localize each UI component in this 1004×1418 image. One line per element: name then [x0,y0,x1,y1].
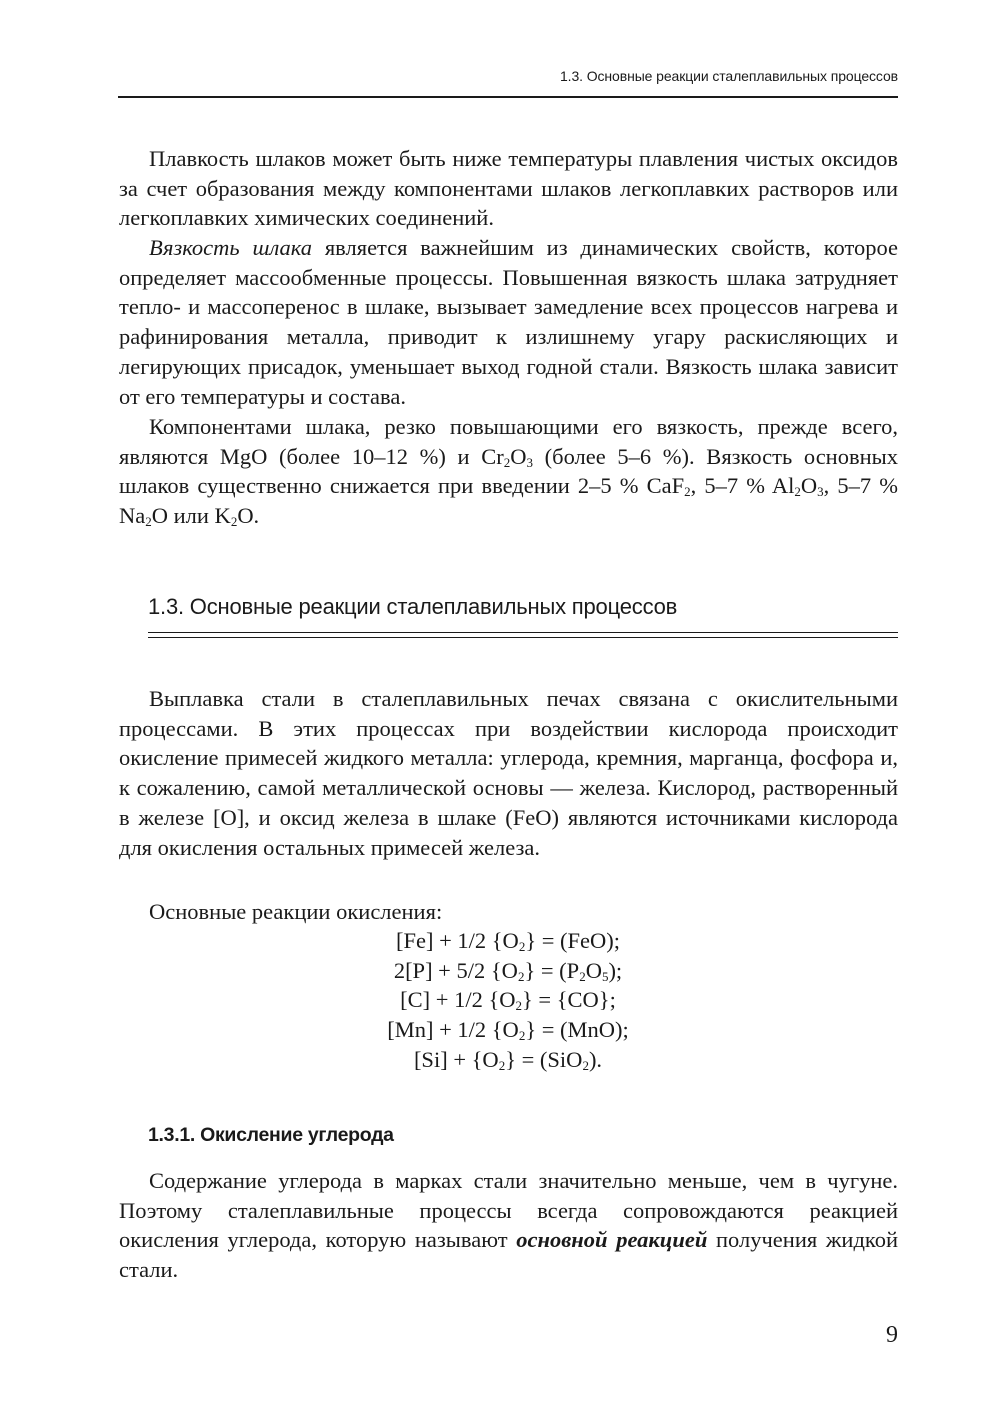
paragraph-viscosity-components [119,412,898,531]
equation-mn [300,1015,716,1045]
equation-text: } = (MnO); [525,1017,629,1043]
subscript: 2 [582,1057,589,1073]
subscript: 2 [518,1028,526,1044]
section-rule-upper [148,632,898,633]
subsection-heading: 1.3.1. Окисление углерода [148,1124,394,1146]
subscript: 2 [145,514,152,530]
equation-p [300,956,716,986]
subscript: 2 [230,514,238,530]
equation-si [300,1045,716,1075]
paragraph-carbon-oxidation [119,1166,898,1285]
subscript: 3 [817,484,824,500]
paragraph-slag-viscosity [119,233,898,411]
equation-text: ). [588,1046,603,1072]
subscript: 2 [684,484,691,500]
text-run: O [510,443,527,469]
equation-text: [Mn] + 1/2 {O [387,1017,519,1043]
equation-c [300,985,716,1015]
running-header: 1.3. Основные реакции сталеплавильных процессов [559,68,898,84]
equation-text: } = (FeO); [525,928,621,953]
equation-text: } = (P [524,957,580,983]
subscript: 3 [526,454,533,470]
equation-text: O [585,957,602,983]
subscript: 5 [601,968,609,984]
equation-text: } = (SiO [505,1046,583,1072]
section-rule-lower [148,637,898,638]
section-heading: 1.3. Основные реакции сталеплавильных процессов [148,594,678,619]
equation-block [300,926,716,1075]
subscript: 2 [794,484,801,500]
emphasis-main-reaction: основной реакцией [516,1227,708,1253]
equation-text: [Si] + {O [413,1046,499,1072]
subscript: 2 [503,454,511,470]
equation-text: 2[P] + 5/2 {O [393,957,518,983]
term-slag-viscosity: Вязкость шлака [149,235,312,260]
paragraph-text: является важнейшим из динамических свойств, которое определяет массообменные процессы. Повышенная вязкость шлака затрудняет тепло- и массоперенос в шлаке, вызывает замедление всех процессов нагрева и рафинирования металла, приводит к излишнему угару раскисляющих и легирующих присадок, уменьшает выход годной стали. Вязкость шлака зависит от его температуры и состава. [119,235,898,409]
text-run: O. [237,503,260,529]
text-run: (более 5–6 %). Вязкость основных шлаков существенно снижается при введении 2–5 % CaF [119,443,899,499]
paragraph-steelmaking-oxidation: Выплавка стали в сталеплавильных печах связана с окислительными процессами. В этих процессах при воздействии кислорода происходит окисление примесей жидкого металла: углерода, кремния, марганца, фосфора и, к сожалению, самой металлической основы — железа. Кислород, растворенный в железе [O], и оксид железа в шлаке (FeO) являются источниками кислорода для окисления остальных примесей железа. [119,686,898,860]
header-rule [118,96,898,98]
paragraph-slag-fusibility: Плавкость шлаков может быть ниже температуры плавления чистых оксидов за счет образования между компонентами шлаков легкоплавких растворов или легкоплавких химических соединений. [119,146,898,231]
text-run: получения жидкой стали. [119,1227,898,1283]
equation-fe [300,926,716,956]
text-run: , 5–7 % Na [119,473,898,529]
subscript: 2 [517,968,525,984]
equation-text: [C] + 1/2 {O [400,987,516,1013]
equation-text: [Fe] + 1/2 {O [395,928,519,953]
text-run: Компонентами шлака, резко повышающими его вязкость, прежде всего, являются MgO (более 10–12 %) и Cr [119,414,898,469]
subscript: 2 [579,968,586,984]
subscript: 2 [515,998,522,1014]
text-run: O [800,473,818,499]
text-run: , 5–7 % Al [690,473,795,499]
subscript: 2 [518,939,526,954]
paragraph-reactions-intro: Основные реакции окисления: [149,899,443,924]
subscript: 2 [498,1057,506,1073]
page-number: 9 [886,1322,898,1348]
text-run: O или K [151,503,231,529]
equation-text: } = {CO}; [522,987,616,1013]
text-run: Содержание углерода в марках стали значительно меньше, чем в чугуне. Поэтому сталеплавильные процессы всегда сопровождаются реакцией окисления углерода, которую называют [119,1168,898,1253]
equation-text: ); [608,957,623,983]
